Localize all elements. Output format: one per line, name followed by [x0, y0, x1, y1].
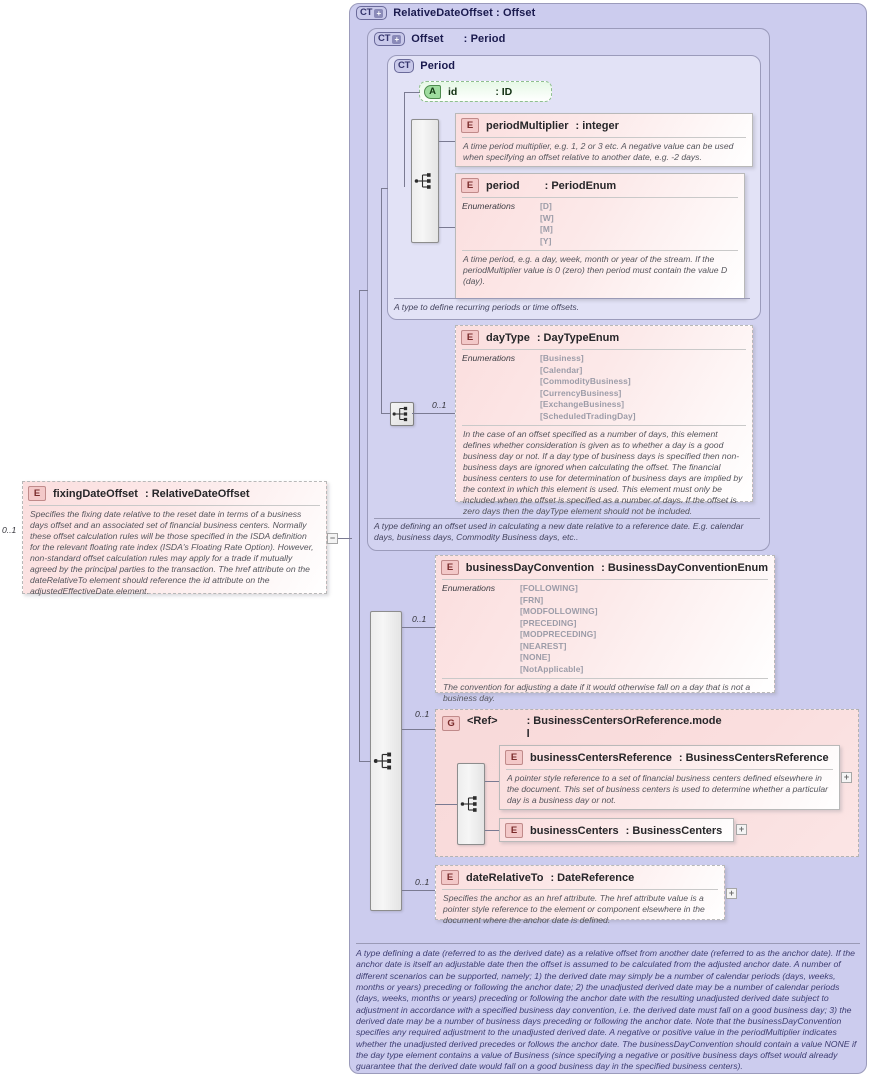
- enum-item: [Calendar]: [540, 364, 583, 375]
- businesscenters-type: : BusinessCenters: [625, 824, 723, 837]
- attribute-badge-icon: A: [424, 85, 441, 99]
- businesscentersreference-type: : BusinessCentersReference: [678, 751, 829, 764]
- ct-badge-label-period: CT: [398, 60, 411, 72]
- element-daterelativeto[interactable]: [435, 865, 725, 925]
- businessdayconvention-type: : BusinessDayConventionEnum: [601, 561, 768, 574]
- element-badge-icon: E: [461, 118, 479, 133]
- fixingdateoffset-header: [23, 482, 326, 505]
- element-badge-icon: E: [441, 560, 459, 575]
- ct-badge-label-offset: CT: [378, 33, 391, 45]
- group-type-line1: : BusinessCentersOrReference.mode: [526, 715, 722, 727]
- occurrence-daterelativeto: 0..1: [415, 877, 430, 887]
- attribute-id[interactable]: [419, 81, 552, 102]
- group-type: [527, 715, 722, 740]
- enum-item: [MODPRECEDING]: [520, 629, 597, 640]
- periodmultiplier-header: [456, 114, 752, 137]
- group-name: <Ref>: [467, 715, 498, 727]
- enum-item: [CommodityBusiness]: [540, 376, 631, 387]
- element-badge-icon: E: [28, 486, 46, 501]
- businesscentersreference-name: businessCentersReference: [530, 751, 672, 764]
- daytype-name: dayType: [486, 331, 530, 344]
- attribute-id-type: : ID: [495, 85, 513, 98]
- enum-item: [D]: [540, 201, 552, 211]
- enum-item: [W]: [540, 212, 554, 223]
- enum-item: [NEAREST]: [520, 640, 567, 651]
- connector-root-to-offset: [359, 290, 368, 291]
- businesscentersreference-header: [500, 746, 839, 769]
- fixingdateoffset-doc: Specifies the fixing date relative to the reset date in terms of a business days offset and an associated set of financial business centers. Normally these offset calculation rules will be those specified in the ISDA definition for the relevant floating rate index (ISDA's Floating Rate Option). However, non-standard offset calculation rules may apply for a trade if mutually agreed by the principal parties to the transaction. The href attribute on the dateRelativeTo element should reference the id attribute on the adjustedEffectiveDate element.: [30, 509, 314, 596]
- root-doc-rule: [356, 943, 860, 944]
- element-businessdayconvention[interactable]: [435, 555, 775, 704]
- offset-type-doc: A type defining an offset used in calculating a new date relative to a reference date. E.g. calendar days, business days, Commodity Business days, etc..: [374, 521, 744, 543]
- connector-fixing-to-root: [338, 538, 352, 539]
- occurrence-businessdayconvention: 0..1: [412, 614, 427, 624]
- fixingdateoffset-name: fixingDateOffset: [53, 487, 138, 500]
- enum-item: [FOLLOWING]: [520, 583, 578, 593]
- period-type-doc: A type to define recurring periods or time offsets.: [394, 302, 580, 312]
- daytype-doc: In the case of an offset specified as a number of days, this element defines whether consideration is given as to whether a day is a good business day or not. If a day type of business days is specified then non-business days are ignored when calculating the offset. The financial business centers to use for determination of business days are implied by the context in which this element is used. This element must only be included when the offset is specified as a number of days. If the offset is zero days then the dayType element should not be included.: [463, 429, 743, 517]
- element-badge-icon: E: [505, 823, 523, 838]
- connector-offset-to-period: [381, 188, 388, 189]
- businessdayconvention-name: businessDayConvention: [465, 561, 595, 574]
- connector-id-horizontal: [404, 92, 420, 93]
- period-enumerations: [456, 198, 744, 250]
- enum-item: [PRECEDING]: [520, 617, 577, 628]
- connector-businesscenters-group: [402, 729, 435, 730]
- daterelativeto-name: dateRelativeTo: [466, 871, 544, 884]
- expand-plus-icon-bc[interactable]: +: [736, 824, 747, 835]
- connector-id-vertical: [404, 92, 405, 187]
- enum-item: [ExchangeBusiness]: [540, 399, 625, 410]
- enum-values: [520, 583, 598, 675]
- periodmultiplier-doc: A time period multiplier, e.g. 1, 2 or 3 etc. A negative value can be used when specifying an offset relative to another date, e.g. -2 days.: [463, 141, 734, 162]
- expand-plus-icon-offset[interactable]: +: [392, 35, 401, 44]
- ct-badge-offset[interactable]: [374, 32, 405, 46]
- root-title-text: RelativeDateOffset : Offset: [393, 7, 536, 19]
- offset-doc-rule: [374, 518, 760, 519]
- ct-badge-root[interactable]: [356, 6, 387, 20]
- sequence-icon-offset[interactable]: [390, 402, 414, 426]
- expand-plus-icon-bcref[interactable]: +: [841, 772, 852, 783]
- sequence-glyph: [459, 792, 483, 816]
- sequence-glyph: [391, 403, 413, 425]
- enum-item: [ScheduledTradingDay]: [540, 410, 636, 421]
- enum-item: [CurrencyBusiness]: [540, 387, 622, 398]
- period-title: [394, 59, 455, 73]
- connector-offset-vertical: [381, 188, 382, 413]
- connector-businessdayconvention: [402, 627, 435, 628]
- attribute-id-name: id: [448, 85, 458, 98]
- enum-item: [NotApplicable]: [520, 663, 584, 674]
- sequence-icon-root[interactable]: [372, 748, 396, 772]
- root-documentation: A type defining a date (referred to as the derived date) as a relative offset from another date (referred to as the anchor date). If the anchor date is itself an adjustable date then the offset is assumed to be calculated from the adjusted anchor date. A number of different scenarios can be supported, namely; 1) the derived date may simply be a number of calendar periods (days, weeks, months or years) preceding or following the anchor date; 2) the unadjusted derived date may be a number of calendar periods (days, weeks, months or years) preceding or following the anchor date with the resulting unadjusted derived date subject to adjustment in accordance with a specified business day convention, i.e. the derived date must fall on a good business day; 3) the derived date may be a number of business days preceding or following the anchor date. Note that the businessDayConvention specifies any required adjustment to the unadjusted derived date. A negative or positive value in the periodMultiplier indicates whether the unadjusted derived precedes or follows the anchor date. The businessDayConvention should contain a value NONE if the day type element contains a value of Business (since specifying a negative or positive business days offset would already guarantee that the derived date would fall on a good business day in the specified business centers).: [356, 948, 857, 1072]
- enum-item: [Business]: [540, 353, 584, 363]
- daterelativeto-type: : DateReference: [550, 871, 635, 884]
- daterelativeto-header: [436, 866, 724, 889]
- element-periodmultiplier[interactable]: [455, 113, 753, 167]
- period-doc-rule: [394, 298, 750, 299]
- enum-label: Enumerations: [442, 583, 496, 593]
- offset-type: : Period: [463, 33, 506, 45]
- collapse-minus-icon[interactable]: −: [327, 533, 338, 544]
- period-el-name: period: [486, 179, 520, 192]
- businessdayconvention-header: [436, 556, 774, 579]
- enum-item: [M]: [540, 224, 553, 235]
- period-header: [456, 174, 744, 197]
- sequence-icon-period[interactable]: [413, 169, 437, 193]
- occurrence-daytype: 0..1: [432, 400, 447, 410]
- expand-plus-icon[interactable]: +: [374, 9, 383, 18]
- period-doc: A time period, e.g. a day, week, month or year of the stream. If the periodMultiplier value is 0 (zero) then period must contain the value D (day).: [463, 254, 728, 287]
- expand-plus-icon-drt[interactable]: +: [726, 888, 737, 899]
- occurrence-businesscenters-group: 0..1: [415, 709, 430, 719]
- enum-values: [540, 353, 636, 422]
- ct-badge-period[interactable]: [394, 59, 414, 73]
- businesscenters-name: businessCenters: [530, 824, 619, 837]
- connector-daytype: [412, 413, 455, 414]
- enum-label: Enumerations: [462, 353, 516, 363]
- occurrence-fixingdateoffset: 0..1: [2, 525, 17, 535]
- connector-daterelativeto: [402, 890, 435, 891]
- enum-values: [540, 201, 554, 247]
- fixingdateoffset-type: : RelativeDateOffset: [144, 487, 250, 500]
- element-daytype[interactable]: [455, 325, 753, 517]
- connector-choice-to-ref: [485, 781, 499, 782]
- connector-period: [439, 227, 455, 228]
- enum-item: [FRN]: [520, 594, 544, 605]
- businesscentersreference-doc: A pointer style reference to a set of financial business centers defined elsewhere in the document. This set of business centers is used to determine whether a particular day is a business day or not.: [507, 773, 828, 805]
- group-header: [436, 710, 858, 742]
- enum-item: [NONE]: [520, 652, 551, 663]
- group-badge-icon: G: [442, 716, 460, 731]
- ct-badge-label: CT: [360, 7, 373, 19]
- period-el-type: : PeriodEnum: [544, 179, 617, 192]
- connector-root-left: [359, 761, 371, 762]
- group-type-line2: l: [526, 727, 530, 740]
- offset-title: [374, 32, 505, 46]
- periodmultiplier-type: : integer: [575, 119, 619, 132]
- daytype-header: [456, 326, 752, 349]
- element-badge-icon: E: [461, 178, 479, 193]
- daytype-enumerations: [456, 350, 752, 425]
- sequence-glyph: [372, 748, 398, 774]
- element-fixingdateoffset[interactable]: [22, 481, 327, 594]
- connector-group-to-choice: [435, 804, 457, 805]
- enum-item: [MODFOLLOWING]: [520, 606, 598, 617]
- element-badge-icon: E: [505, 750, 523, 765]
- element-businesscenters[interactable]: [499, 818, 734, 842]
- element-badge-icon: E: [441, 870, 459, 885]
- element-badge-icon: E: [461, 330, 479, 345]
- daterelativeto-doc: Specifies the anchor as an href attribute. The href attribute value is a pointer style reference to the element or component elsewhere in the document where the anchor date is defined.: [443, 893, 705, 925]
- enum-label: Enumerations: [462, 201, 516, 211]
- sequence-glyph: [413, 169, 437, 193]
- businessdayconvention-enumerations: [436, 580, 774, 678]
- businesscenters-header: [500, 819, 733, 842]
- connector-root-vertical: [359, 290, 360, 761]
- daytype-type: : DayTypeEnum: [536, 331, 620, 344]
- root-title: [356, 6, 535, 20]
- enum-item: [Y]: [540, 235, 552, 246]
- choice-icon-businesscenters[interactable]: [459, 792, 483, 816]
- connector-periodmultiplier: [439, 141, 455, 142]
- element-businesscentersreference[interactable]: [499, 745, 840, 810]
- connector-offset-left: [381, 413, 391, 414]
- offset-name: Offset: [411, 33, 444, 45]
- element-period[interactable]: [455, 173, 745, 299]
- connector-choice-to-centers: [485, 830, 499, 831]
- period-name: Period: [420, 60, 456, 72]
- businessdayconvention-doc: The convention for adjusting a date if it would otherwise fall on a day that is not a business day.: [443, 682, 751, 704]
- periodmultiplier-name: periodMultiplier: [486, 119, 569, 132]
